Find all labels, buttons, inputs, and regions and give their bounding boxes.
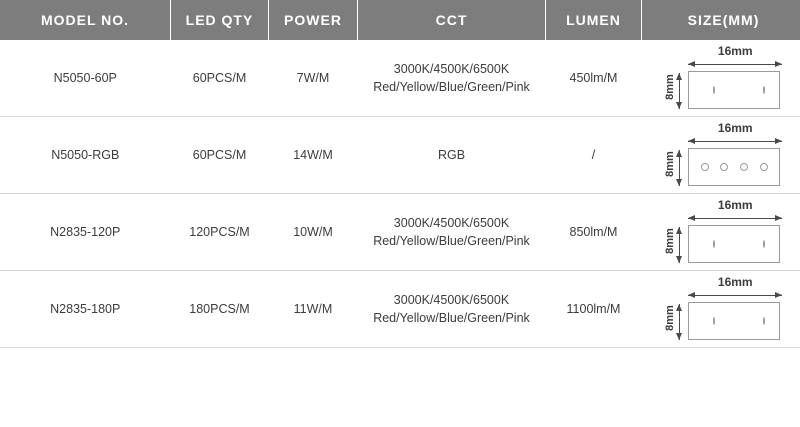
width-arrow-icon: [688, 141, 782, 142]
table-header: [0, 0, 800, 40]
width-arrow-icon: [688, 295, 782, 296]
height-dimension: [658, 71, 686, 111]
column-header-power: POWER: [269, 0, 358, 40]
height-arrow-icon: [679, 227, 680, 263]
led-dot-icon: [701, 163, 709, 171]
cell-power: 7W/M: [269, 40, 358, 117]
width-dimension: [688, 199, 782, 225]
cell-lumen: 1100lm/M: [546, 271, 642, 348]
column-header-size: SIZE(MM): [642, 0, 800, 40]
height-label: 8mm: [664, 305, 677, 331]
cct-line-1: 3000K/4500K/6500K: [393, 292, 510, 307]
cell-power: 10W/M: [269, 194, 358, 271]
width-arrow-icon: [688, 218, 782, 219]
led-dot-icon: [713, 240, 715, 248]
led-dot-icon: [763, 86, 765, 94]
cell-led-qty: 120PCS/M: [171, 194, 269, 271]
cell-model: N5050-RGB: [0, 117, 171, 194]
cell-size: [642, 40, 800, 117]
height-arrow-icon: [679, 304, 680, 340]
cell-power: 11W/M: [269, 271, 358, 348]
cell-model: N2835-180P: [0, 271, 171, 348]
cct-line-2: Red/Yellow/Blue/Green/Pink: [373, 80, 530, 94]
column-header-lumen: LUMEN: [546, 0, 642, 40]
width-label: 16mm: [717, 44, 753, 58]
strip-dimension-diagram: [658, 45, 788, 111]
height-dimension: [658, 225, 686, 265]
table-row: [0, 117, 800, 194]
height-arrow-icon: [679, 150, 680, 186]
width-dimension: [688, 122, 782, 148]
cell-led-qty: 60PCS/M: [171, 40, 269, 117]
cell-cct: [358, 117, 546, 194]
width-arrow-icon: [688, 64, 782, 65]
cell-size: [642, 271, 800, 348]
cell-cct: [358, 40, 546, 117]
cct-line-2: Red/Yellow/Blue/Green/Pink: [373, 234, 530, 248]
cell-size: [642, 117, 800, 194]
width-dimension: [688, 276, 782, 302]
cct-line-2: Red/Yellow/Blue/Green/Pink: [373, 311, 530, 325]
led-dot-icon: [763, 240, 765, 248]
led-strip-outline: [688, 225, 780, 263]
width-dimension: [688, 45, 782, 71]
width-label: 16mm: [717, 198, 753, 212]
table-row: [0, 40, 800, 117]
height-label: 8mm: [664, 74, 677, 100]
led-strip-outline: [688, 148, 780, 186]
cell-size: [642, 194, 800, 271]
strip-dimension-diagram: [658, 199, 788, 265]
cct-line-1: 3000K/4500K/6500K: [393, 215, 510, 230]
led-dot-group: [689, 149, 779, 185]
led-dot-group: [689, 226, 779, 262]
table-row: [0, 271, 800, 348]
height-label: 8mm: [664, 151, 677, 177]
led-dot-icon: [713, 86, 715, 94]
led-dot-icon: [760, 163, 768, 171]
cell-led-qty: 180PCS/M: [171, 271, 269, 348]
cct-line-1: RGB: [437, 147, 466, 162]
height-label: 8mm: [664, 228, 677, 254]
column-header-model: MODEL NO.: [0, 0, 171, 40]
column-header-cct: CCT: [358, 0, 546, 40]
cell-lumen: 850lm/M: [546, 194, 642, 271]
table-row: [0, 194, 800, 271]
cell-model: N2835-120P: [0, 194, 171, 271]
cct-line-1: 3000K/4500K/6500K: [393, 61, 510, 76]
led-dot-icon: [713, 317, 715, 325]
cell-lumen: 450lm/M: [546, 40, 642, 117]
led-dot-icon: [720, 163, 728, 171]
led-dot-group: [689, 303, 779, 339]
height-arrow-icon: [679, 73, 680, 109]
height-dimension: [658, 148, 686, 188]
led-dot-icon: [740, 163, 748, 171]
table-header-row: [0, 0, 800, 40]
table-body: [0, 40, 800, 348]
width-label: 16mm: [717, 275, 753, 289]
led-dot-group: [689, 72, 779, 108]
cell-cct: [358, 271, 546, 348]
width-label: 16mm: [717, 121, 753, 135]
cell-model: N5050-60P: [0, 40, 171, 117]
height-dimension: [658, 302, 686, 342]
cell-power: 14W/M: [269, 117, 358, 194]
strip-dimension-diagram: [658, 122, 788, 188]
cell-led-qty: 60PCS/M: [171, 117, 269, 194]
cell-lumen: /: [546, 117, 642, 194]
strip-dimension-diagram: [658, 276, 788, 342]
led-strip-outline: [688, 71, 780, 109]
led-strip-outline: [688, 302, 780, 340]
cell-cct: [358, 194, 546, 271]
led-dot-icon: [763, 317, 765, 325]
column-header-led-qty: LED QTY: [171, 0, 269, 40]
